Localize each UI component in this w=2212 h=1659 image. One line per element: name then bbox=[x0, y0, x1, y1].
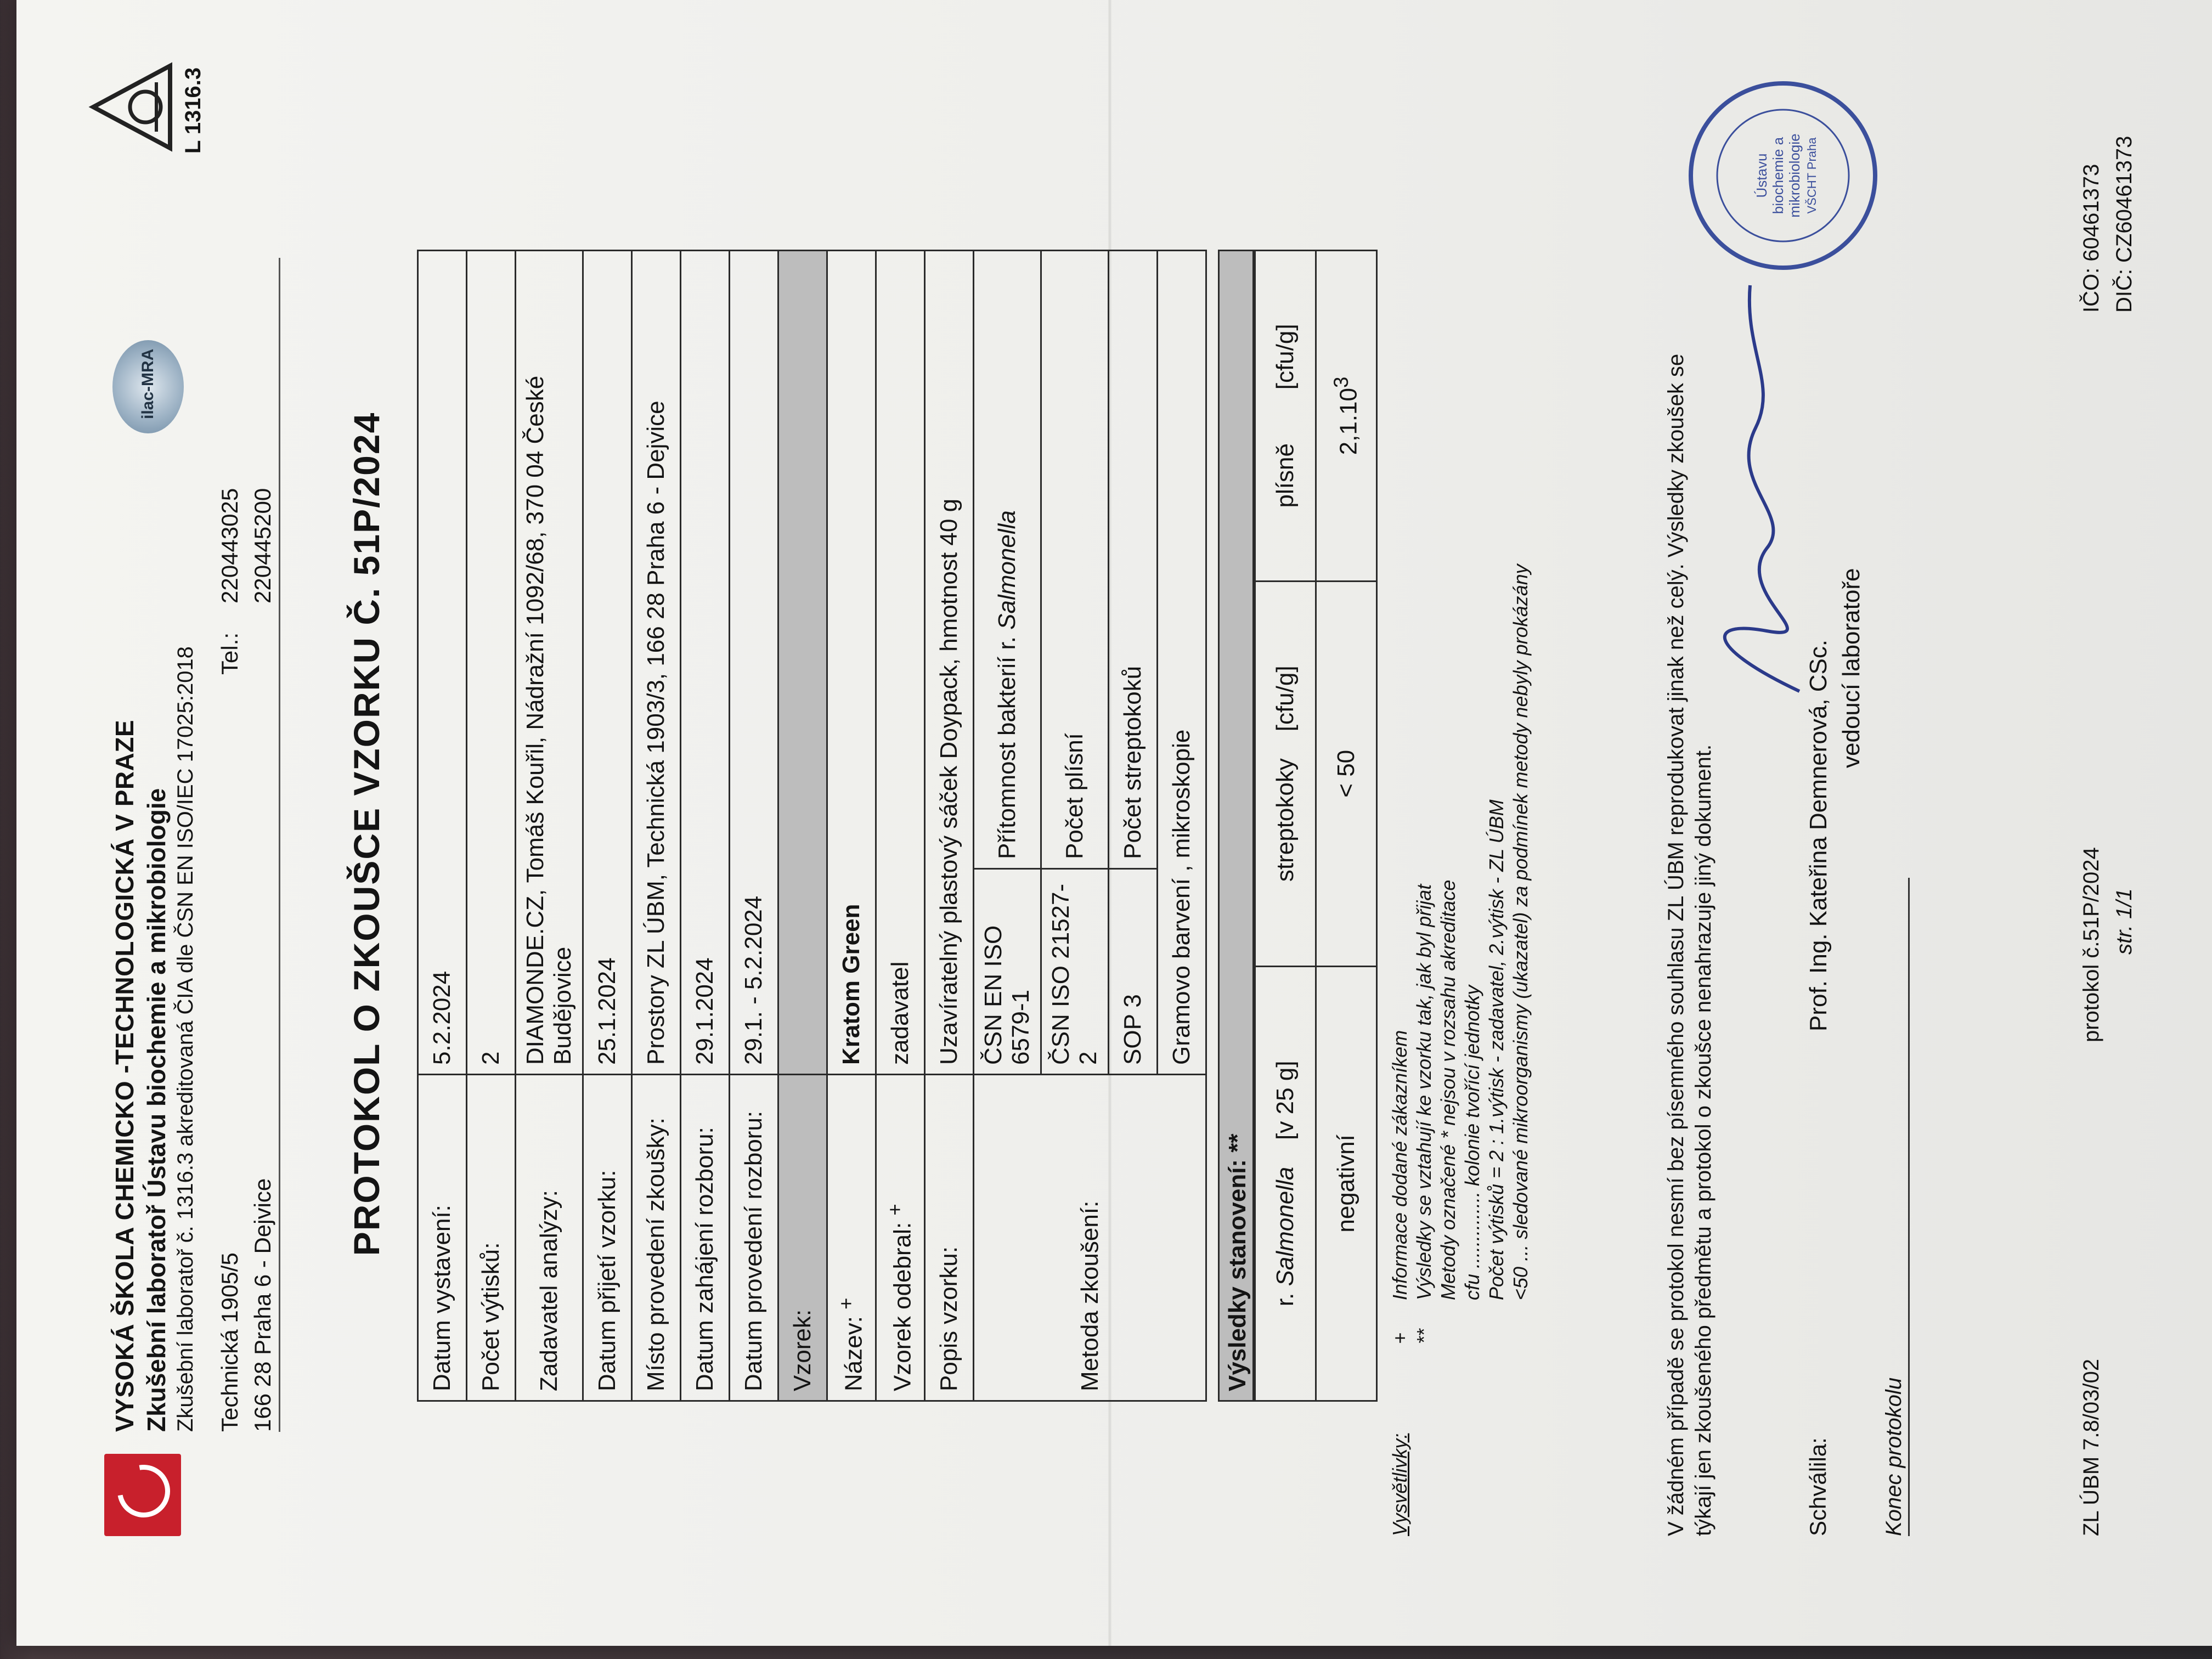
header-divider bbox=[279, 258, 280, 1432]
cia-number: L 1316.3 bbox=[181, 67, 205, 154]
table-row bbox=[730, 251, 778, 1401]
result-molds: 2,1.10$^3$ bbox=[1316, 251, 1377, 582]
method-code: ČSN ISO 21527-2 bbox=[1041, 869, 1109, 1075]
footer-protocol-no: protokol č.51P/2024 bbox=[2079, 847, 2103, 1042]
vscht-logo bbox=[104, 1454, 181, 1536]
svg-text:VŠCHT Praha: VŠCHT Praha bbox=[1805, 137, 1819, 214]
footer-dic: DIČ: CZ60461373 bbox=[2112, 136, 2136, 313]
end-line bbox=[1908, 878, 1910, 1536]
address-city: 166 28 Praha 6 - Dejvice bbox=[250, 1178, 275, 1432]
sample-description: Uzavíratelný plastový sáček Doypack, hmotnost 40 g bbox=[925, 251, 974, 1075]
notes-label: Vysvětlivky: bbox=[1389, 1433, 1411, 1536]
approved-label: Schválila: bbox=[1805, 1437, 1831, 1536]
label-sample-section: Vzorek: bbox=[778, 1075, 827, 1401]
laboratory-stamp bbox=[1684, 77, 1882, 274]
table-row bbox=[1255, 251, 1316, 1401]
label-issue-date: Datum vystavení: bbox=[418, 1075, 467, 1401]
table-row bbox=[467, 251, 516, 1401]
method-description: Počet streptokoků bbox=[1109, 251, 1158, 869]
sampler: zadavatel bbox=[876, 251, 925, 1075]
client: DIAMONDE.CZ, Tomáš Kouřil, Nádražní 1092/68, 370 04 České Budějovice bbox=[516, 251, 583, 1075]
accreditation-line: Zkušební laboratoř č. 1316.3 akreditovaná ČIA dle ČSN EN ISO/IEC 17025:2018 bbox=[173, 646, 198, 1432]
method-extra: Gramovo barvení , mikroskopie bbox=[1158, 251, 1206, 1075]
label-description: Popis vzorku: bbox=[925, 1075, 974, 1401]
method-code: ČSN EN ISO 6579-1 bbox=[974, 869, 1041, 1075]
svg-text:mikrobiologie: mikrobiologie bbox=[1786, 133, 1803, 218]
result-streptococci: < 50 bbox=[1316, 581, 1377, 966]
test-location: Prostory ZL ÚBM, Technická 1903/3, 166 28 Praha 6 - Dejvice bbox=[632, 251, 681, 1075]
label-period: Datum provedení rozboru: bbox=[730, 1075, 778, 1401]
disclaimer: V žádném případě se protokol nesmí bez písemného souhlasu ZL ÚBM reprodukovat jinak než celý. Výsledky zkoušek se týkají jen zkoušeného předmětu a protokol o zkoušce nenahrazuje jiný dokument. bbox=[1664, 353, 1716, 1536]
analysis-period: 29.1. - 5.2.2024 bbox=[730, 251, 778, 1075]
issue-date: 5.2.2024 bbox=[418, 251, 467, 1075]
method-description: Přítomnost bakterií r. Salmonella bbox=[974, 251, 1041, 869]
table-row bbox=[974, 251, 1041, 1401]
label-location: Místo provedení zkoušky: bbox=[632, 1075, 681, 1401]
results-col-streptococci: streptokoky [cfu/g] bbox=[1255, 581, 1316, 966]
note-row: Metody označené * nejsou v rozsahu akreditace bbox=[1437, 879, 1459, 1300]
results-col-molds: plísně [cfu/g] bbox=[1255, 251, 1316, 582]
sample-info-table bbox=[417, 250, 1207, 1402]
approver-name: Prof. Ing. Kateřina Demnerová, CSc. bbox=[1805, 639, 1832, 1031]
table-row bbox=[681, 251, 730, 1401]
method-code: SOP 3 bbox=[1109, 869, 1158, 1075]
note-row: **Výsledky se vztahují ke vzorku tak, jak byl přijat bbox=[1413, 884, 1435, 1344]
results-table bbox=[1254, 250, 1378, 1402]
table-row bbox=[516, 251, 583, 1401]
tel-label: Tel.: bbox=[217, 632, 242, 675]
start-date: 29.1.2024 bbox=[681, 251, 730, 1075]
label-sampler: Vzorek odebral: + bbox=[876, 1075, 925, 1401]
page-title: PROTOKOL O ZKOUŠCE VZORKU Č. 51P/2024 bbox=[346, 411, 387, 1256]
table-row bbox=[632, 251, 681, 1401]
table-row bbox=[876, 251, 925, 1401]
cia-accreditation-logo bbox=[88, 60, 181, 154]
tel-number-2: 220445200 bbox=[250, 488, 275, 603]
note-row: cfu .............. kolonie tvořící jednotky bbox=[1461, 985, 1483, 1300]
signature bbox=[1684, 263, 1849, 713]
note-row: +Informace dodané zákazníkem bbox=[1389, 1030, 1411, 1344]
footer-form-code: ZL ÚBM 7.8/03/02 bbox=[2079, 1358, 2103, 1536]
ilac-mra-logo: ilac-MRA bbox=[112, 340, 184, 433]
results-col-salmonella: r. Salmonella [v 25 g] bbox=[1255, 966, 1316, 1401]
label-client: Zadavatel analýzy: bbox=[516, 1075, 583, 1401]
table-row bbox=[778, 251, 827, 1401]
approver-role: vedoucí laboratoře bbox=[1838, 568, 1865, 768]
footer-ico: IČO: 60461373 bbox=[2079, 163, 2103, 313]
table-row bbox=[418, 251, 467, 1401]
copies: 2 bbox=[467, 251, 516, 1075]
address-street: Technická 1905/5 bbox=[217, 1252, 242, 1432]
label-copies: Počet výtisků: bbox=[467, 1075, 516, 1401]
result-salmonella: negativní bbox=[1316, 966, 1377, 1401]
end-of-protocol: Konec protokolu bbox=[1882, 1377, 1906, 1536]
label-name: Název: + bbox=[827, 1075, 876, 1401]
protocol-document bbox=[16, 0, 2212, 1646]
table-row bbox=[827, 251, 876, 1401]
footer-page: str. 1/1 bbox=[2112, 888, 2136, 955]
received-date: 25.1.2024 bbox=[583, 251, 632, 1075]
note-row: <50 ... sledované mikroorganismy (ukazatel) za podmínek metody nebyly prokázány bbox=[1509, 564, 1532, 1300]
label-start: Datum zahájení rozboru: bbox=[681, 1075, 730, 1401]
svg-text:Ústavu: Ústavu bbox=[1753, 153, 1770, 198]
svg-text:biochemie a: biochemie a bbox=[1770, 137, 1786, 215]
method-description: Počet plísní bbox=[1041, 251, 1109, 869]
table-row bbox=[925, 251, 974, 1401]
sample-name: Kratom Green bbox=[827, 251, 876, 1075]
table-row bbox=[1316, 251, 1377, 1401]
tel-number-1: 220443025 bbox=[217, 488, 242, 603]
lab-name: Zkušební laboratoř Ústavu biochemie a mikrobiologie bbox=[142, 788, 171, 1432]
table-row bbox=[583, 251, 632, 1401]
label-method: Metoda zkoušení: bbox=[974, 1075, 1206, 1401]
org-name: VYSOKÁ ŠKOLA CHEMICKO -TECHNOLOGICKÁ V PRAZE bbox=[110, 719, 139, 1432]
label-received: Datum přijetí vzorku: bbox=[583, 1075, 632, 1401]
note-row: Počet výtisků = 2 : 1.výtisk - zadavatel, 2.výtisk - ZL ÚBM bbox=[1485, 799, 1508, 1300]
results-heading: Výsledky stanovení: ** bbox=[1218, 250, 1254, 1402]
